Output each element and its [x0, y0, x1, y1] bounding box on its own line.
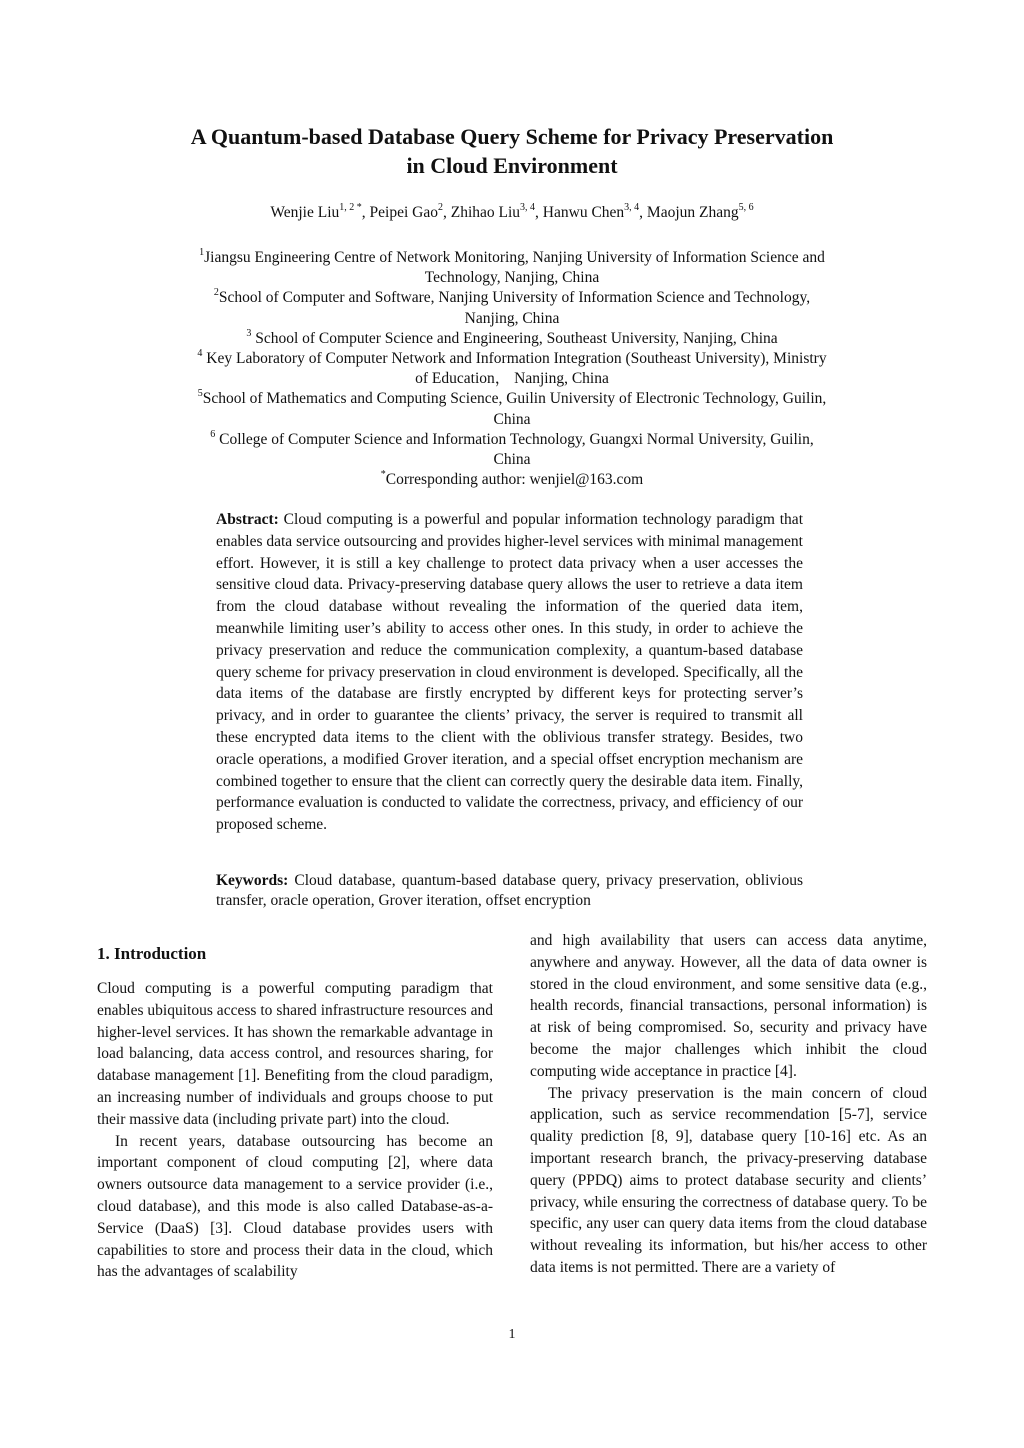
left-column — [97, 978, 493, 1283]
keywords-text: Cloud database, quantum-based database query, privacy preservation, oblivious transfer, oracle operation, Grover iteration, offset encryption — [216, 872, 803, 909]
abstract-text: Cloud computing is a powerful and popular information technology paradigm that enables data service outsourcing and provides higher-level services with minimal management effort. However, it is still a key challenge to protect data privacy when a user accesses the sensitive cloud data. Privacy-preserving database query allows the user to retrieve a data item from the cloud database without revealing the information of the queried data item, meanwhile limiting user’s ability to access other ones. In this study, in order to achieve the privacy preservation and reduce the communication complexity, a quantum-based database query scheme for privacy preservation in cloud environment is developed. Specifically, all the data items of the database are firstly encrypted by different keys for protecting server’s privacy, and in order to guarantee the clients’ privacy, the server is required to transmit all these encrypted data items to the client with the oblivious transfer strategy. Besides, two oracle operations, a modified Grover iteration, and a special offset encryption mechanism are combined together to ensure that the client can correctly query the desirable data item. Finally, performance evaluation is conducted to validate the correctness, privacy, and efficiency of our proposed scheme. — [216, 511, 803, 834]
author: Zhihao Liu$^{3, 4}$, — [450, 202, 543, 221]
keywords-label: Keywords: — [216, 872, 289, 889]
paragraph: In recent years, database outsourcing has become an important component of cloud computing [2], where data owners outsource data management to a service provider (i.e., cloud database), and this mode is also called Database-as-a-Service (DaaS) [3]. Cloud database provides users with capabilities to store and process their data in the cloud, which has the advantages of scalability — [97, 1132, 493, 1281]
affiliation: $^5$School of Mathematics and Computing Science, Guilin University of Electronic Technology, Guilin, China — [197, 388, 827, 428]
author: Hanwu Chen$^{3, 4}$, — [542, 202, 647, 221]
paper-title — [0, 122, 1024, 180]
paragraph: and high availability that users can access data anytime, anywhere and anyway. However, all the data of data owner is stored in the cloud environment, and some sensitive data (e.g., health records, financial transactions, personal information) is at risk of being compromised. So, security and privacy have become the major challenges which inhibit the cloud computing wide acceptance in practice [4]. — [530, 932, 927, 1080]
affiliation: $^3$ School of Computer Science and Engineering, Southeast University, Nanjing, China — [246, 327, 778, 347]
abstract-label: Abstract: — [216, 511, 279, 528]
paragraph: Cloud computing is a powerful computing paradigm that enables ubiquitous access to shared infrastructure resources and higher-level services. It has shown the remarkable advantage in load balancing, data access control, and resources sharing, for database management [1]. Benefiting from the cloud paradigm, an increasing number of individuals and groups choose to put their massive data (including private part) into the cloud. — [97, 980, 493, 1128]
page-number: 1 — [508, 1327, 516, 1342]
keywords — [216, 871, 803, 911]
affiliation: $^1$Jiangsu Engineering Centre of Network Monitoring, Nanjing University of Information Science and Technology, Nanjing, China — [199, 247, 825, 287]
author-list — [0, 204, 1024, 222]
author: Wenjie Liu$^{1, 2 *}$, — [270, 202, 370, 221]
title-line-1: A Quantum-based Database Query Scheme for Privacy Preservation — [190, 124, 834, 149]
author: Peipei Gao$^2$, — [369, 202, 451, 221]
affiliation: $^4$ Key Laboratory of Computer Network and Information Integration (Southeast University), Ministry of Education， Nanjing, China — [197, 348, 827, 388]
abstract — [216, 509, 803, 836]
author: Maojun Zhang$^{5, 6}$ — [646, 202, 754, 221]
right-column — [530, 930, 927, 1279]
affiliation: $^2$School of Computer and Software, Nanjing University of Information Science and Technology, Nanjing, China — [213, 287, 811, 327]
paragraph: The privacy preservation is the main concern of cloud application, such as service recommendation [5-7], service quality prediction [8, 9], database query [10-16] etc. As an important research branch, the privacy-preserving database query (PPDQ) aims to protect database security and clients’ privacy, while ensuring the correctness of database query. To be specific, any user can query data items from the cloud database without revealing its information, but his/her access to other data items is not permitted. There are a variety of — [530, 1084, 927, 1276]
affiliation-list — [150, 248, 874, 490]
title-line-2: in Cloud Environment — [406, 153, 618, 178]
section-heading: 1. Introduction — [97, 944, 207, 963]
affiliation: $^6$ College of Computer Science and Information Technology, Guangxi Normal University, Guilin, China — [210, 428, 814, 469]
corresponding-author: *Corresponding author: wenjiel@163.com — [380, 469, 644, 489]
